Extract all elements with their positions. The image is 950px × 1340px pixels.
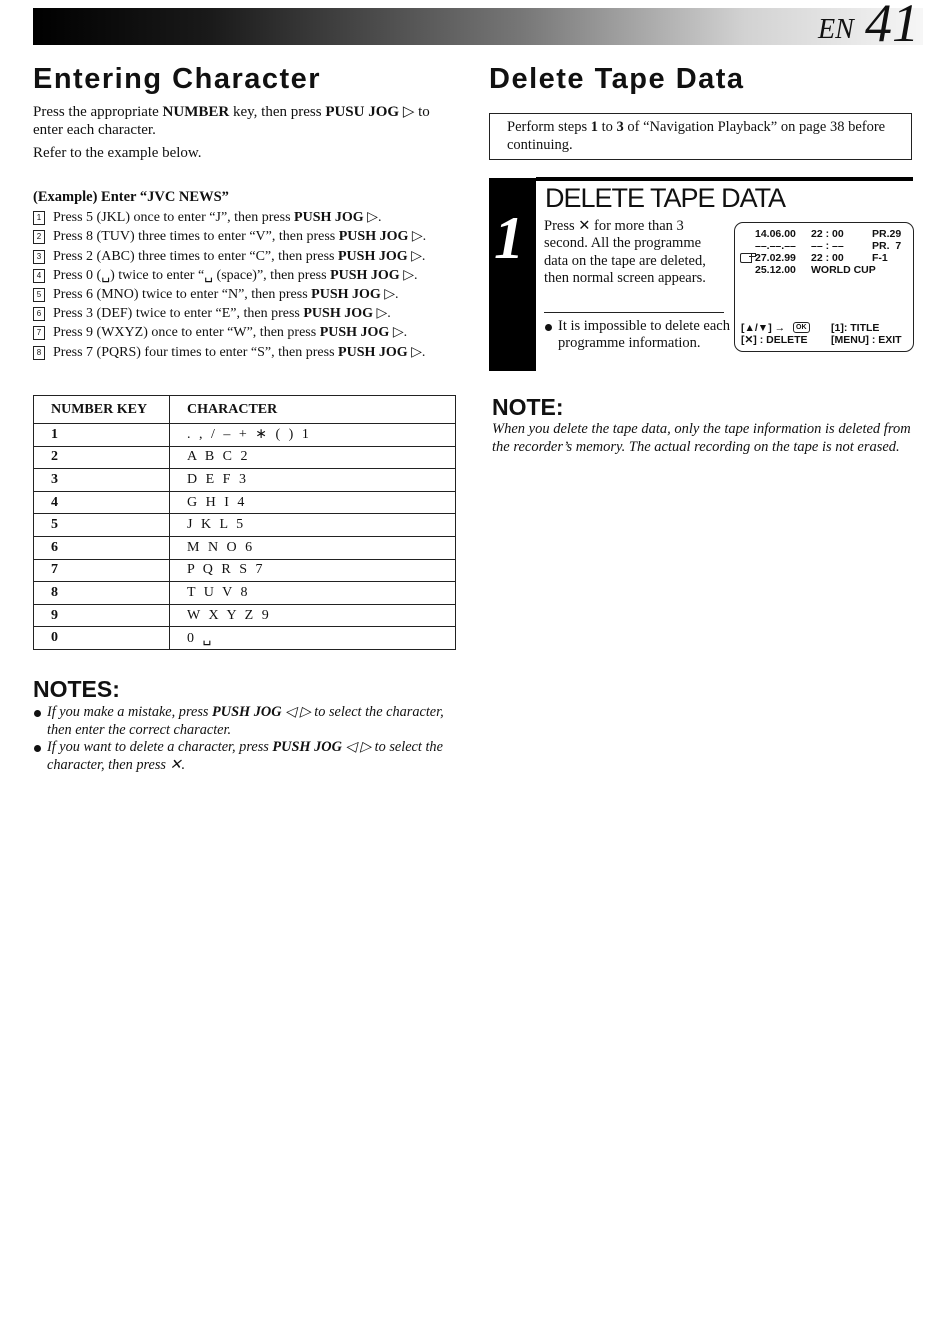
note-item: If you want to delete a character, press PUSH JOG ◁ ▷ to select the character, then press ✕. xyxy=(33,739,463,774)
step-index: 1 xyxy=(33,211,45,225)
step-item: 2 Press 8 (TUV) three times to enter “V”, then press PUSH JOG ▷. xyxy=(33,227,463,246)
character-cell: P Q R S 7 xyxy=(170,559,456,582)
number-key-cell: 9 xyxy=(34,604,170,627)
character-cell: 0 ␣ xyxy=(170,627,456,650)
osd-date: 27.02.99 xyxy=(755,252,796,264)
step-top-rule xyxy=(536,177,913,181)
table-row xyxy=(34,559,456,582)
character-cell: A B C 2 xyxy=(170,446,456,469)
section-title-delete-tape-data: Delete Tape Data xyxy=(489,63,745,95)
character-cell: M N O 6 xyxy=(170,536,456,559)
number-key-cell: 6 xyxy=(34,536,170,559)
column-header: CHARACTER xyxy=(170,396,456,424)
osd-title: WORLD CUP xyxy=(811,264,876,276)
number-key-cell: 0 xyxy=(34,627,170,650)
osd-date: 14.06.00 xyxy=(755,228,796,240)
example-heading: (Example) Enter “JVC NEWS” xyxy=(33,189,229,205)
number-key-cell: 3 xyxy=(34,469,170,492)
osd-channel: PR. 7 xyxy=(872,240,902,252)
osd-title-key: [1]: TITLE xyxy=(831,322,880,334)
osd-delete-key: [✕] : DELETE xyxy=(741,334,808,346)
osd-time: 22 : 00 xyxy=(811,252,844,264)
notes-list xyxy=(33,704,463,774)
step-item: 7 Press 9 (WXYZ) once to enter “W”, then press PUSH JOG ▷. xyxy=(33,323,463,342)
intro-text: Press the appropriate NUMBER key, then press PUSU JOG ▷ to enter each character. xyxy=(33,104,430,138)
character-cell: . , / – + ∗ ( ) 1 xyxy=(170,424,456,447)
character-cell: T U V 8 xyxy=(170,582,456,605)
step-item: 4 Press 0 (␣) twice to enter “␣ (space)”, then press PUSH JOG ▷. xyxy=(33,266,463,285)
step-title: DELETE TAPE DATA xyxy=(545,183,786,213)
character-cell: J K L 5 xyxy=(170,514,456,537)
step-index: 2 xyxy=(33,230,45,244)
table-row xyxy=(34,469,456,492)
note-item: If you make a mistake, press PUSH JOG ◁ ▷ to select the character, then enter the correct character. xyxy=(33,704,463,739)
osd-time: 22 : 00 xyxy=(811,228,844,240)
number-key-cell: 1 xyxy=(34,424,170,447)
onscreen-display xyxy=(734,222,914,352)
step-index: 3 xyxy=(33,250,45,264)
osd-date: ––.––.–– xyxy=(755,240,796,252)
table-row xyxy=(34,446,456,469)
step-note: It is impossible to delete each programme information. xyxy=(544,318,743,353)
table-row xyxy=(34,514,456,537)
step-index: 5 xyxy=(33,288,45,302)
step-index: 7 xyxy=(33,326,45,340)
table-row xyxy=(34,604,456,627)
number-key-cell: 7 xyxy=(34,559,170,582)
step-number: 1 xyxy=(494,205,524,271)
step-item: 1 Press 5 (JKL) once to enter “J”, then press PUSH JOG ▷. xyxy=(33,208,463,227)
step-item: 5 Press 6 (MNO) twice to enter “N”, then press PUSH JOG ▷. xyxy=(33,285,463,304)
table-row xyxy=(34,627,456,650)
number-key-cell: 8 xyxy=(34,582,170,605)
step-item: 6 Press 3 (DEF) twice to enter “E”, then press PUSH JOG ▷. xyxy=(33,304,463,323)
ok-icon: OK xyxy=(793,322,810,333)
pointing-hand-icon xyxy=(740,253,752,263)
table-row xyxy=(34,536,456,559)
step-index: 4 xyxy=(33,269,45,283)
character-cell: W X Y Z 9 xyxy=(170,604,456,627)
step-item: 3 Press 2 (ABC) three times to enter “C”, then press PUSH JOG ▷. xyxy=(33,247,463,266)
column-header: NUMBER KEY xyxy=(34,396,170,424)
table-header-row xyxy=(34,396,456,424)
page-number: 41 xyxy=(865,0,919,53)
character-cell: D E F 3 xyxy=(170,469,456,492)
step-divider xyxy=(544,312,724,313)
table-row xyxy=(34,424,456,447)
example-steps xyxy=(33,188,463,362)
table-row xyxy=(34,582,456,605)
step-instructions: Press ✕ for more than 3 second. All the programme data on the tape are deleted, then normal screen appears. xyxy=(544,218,706,286)
prerequisite-box: Perform steps 1 to 3 of “Navigation Playback” on page 38 before continuing. xyxy=(489,113,912,160)
step-item: 8 Press 7 (PQRS) four times to enter “S”, then press PUSH JOG ▷. xyxy=(33,343,463,362)
number-key-cell: 4 xyxy=(34,491,170,514)
language-label: EN xyxy=(818,14,854,45)
number-key-cell: 5 xyxy=(34,514,170,537)
note-text: When you delete the tape data, only the tape information is deleted from the recorder’s memory. The actual recording on the tape is not erased. xyxy=(492,421,911,455)
osd-exit-key: [MENU] : EXIT xyxy=(831,334,902,346)
character-cell: G H I 4 xyxy=(170,491,456,514)
note-heading: NOTE: xyxy=(492,394,564,420)
notes-heading: NOTES: xyxy=(33,676,120,702)
osd-date: 25.12.00 xyxy=(755,264,796,276)
osd-channel: PR.29 xyxy=(872,228,902,240)
header-gradient-bar xyxy=(33,8,923,45)
number-key-table xyxy=(33,395,456,650)
osd-time: –– : –– xyxy=(811,240,844,252)
osd-nav-keys: [▲/▼] → xyxy=(741,322,786,334)
refer-text: Refer to the example below. xyxy=(33,145,202,161)
number-key-cell: 2 xyxy=(34,446,170,469)
section-title-entering-character: Entering Character xyxy=(33,63,322,95)
table-row xyxy=(34,491,456,514)
osd-channel: F-1 xyxy=(872,252,888,264)
step-index: 6 xyxy=(33,307,45,321)
step-index: 8 xyxy=(33,346,45,360)
